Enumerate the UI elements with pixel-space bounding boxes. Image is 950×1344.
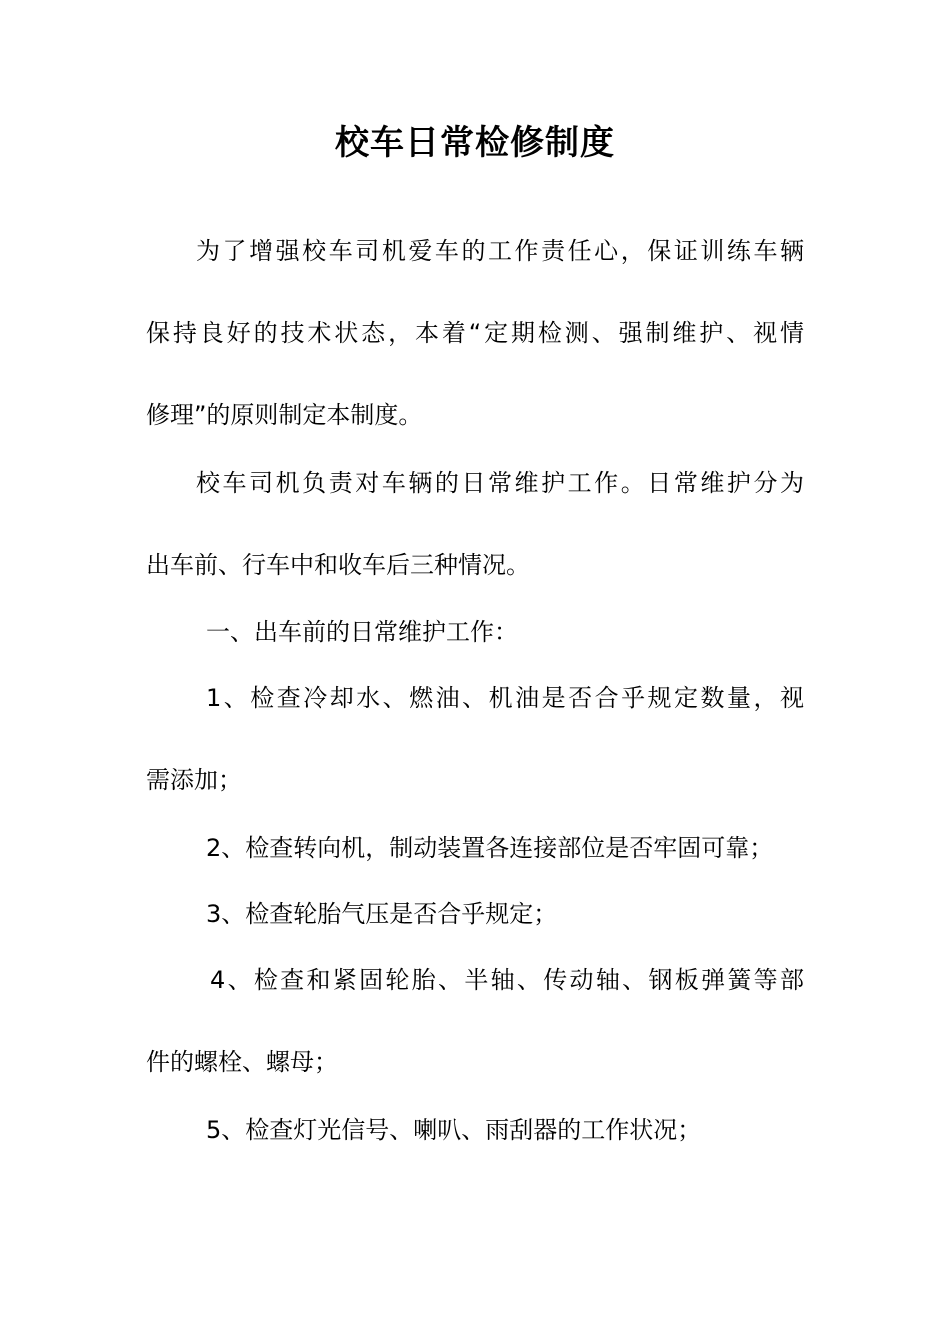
- paragraph-line-5: 出车前、行车中和收车后三种情况。: [146, 551, 530, 579]
- paragraph-line-3: 修理”的原则制定本制度。: [146, 401, 423, 429]
- list-item-4-line-2: 件的螺栓、螺母；: [146, 1048, 338, 1076]
- paragraph-line-2: 保持良好的技术状态，本着“定期检测、强制维护、视情: [146, 319, 804, 347]
- paragraph-line-4: 校车司机负责对车辆的日常维护工作。日常维护分为: [196, 469, 804, 497]
- list-item-1-line-1: 1、检查冷却水、燃油、机油是否合乎规定数量，视: [206, 684, 804, 712]
- list-item-2: 2、检查转向机，制动装置各连接部位是否牢固可靠；: [206, 834, 774, 862]
- list-item-5: 5、检查灯光信号、喇叭、雨刮器的工作状况；: [206, 1116, 702, 1144]
- paragraph-line-1: 为了增强校车司机爱车的工作责任心，保证训练车辆: [196, 237, 804, 265]
- document-title: 校车日常检修制度: [335, 123, 615, 163]
- section-heading: 一、出车前的日常维护工作：: [206, 618, 518, 646]
- list-item-4-line-1: 4、检查和紧固轮胎、半轴、传动轴、钢板弹簧等部: [210, 966, 804, 994]
- list-item-1-line-2: 需添加；: [146, 766, 242, 794]
- list-item-3: 3、检查轮胎气压是否合乎规定；: [206, 900, 558, 928]
